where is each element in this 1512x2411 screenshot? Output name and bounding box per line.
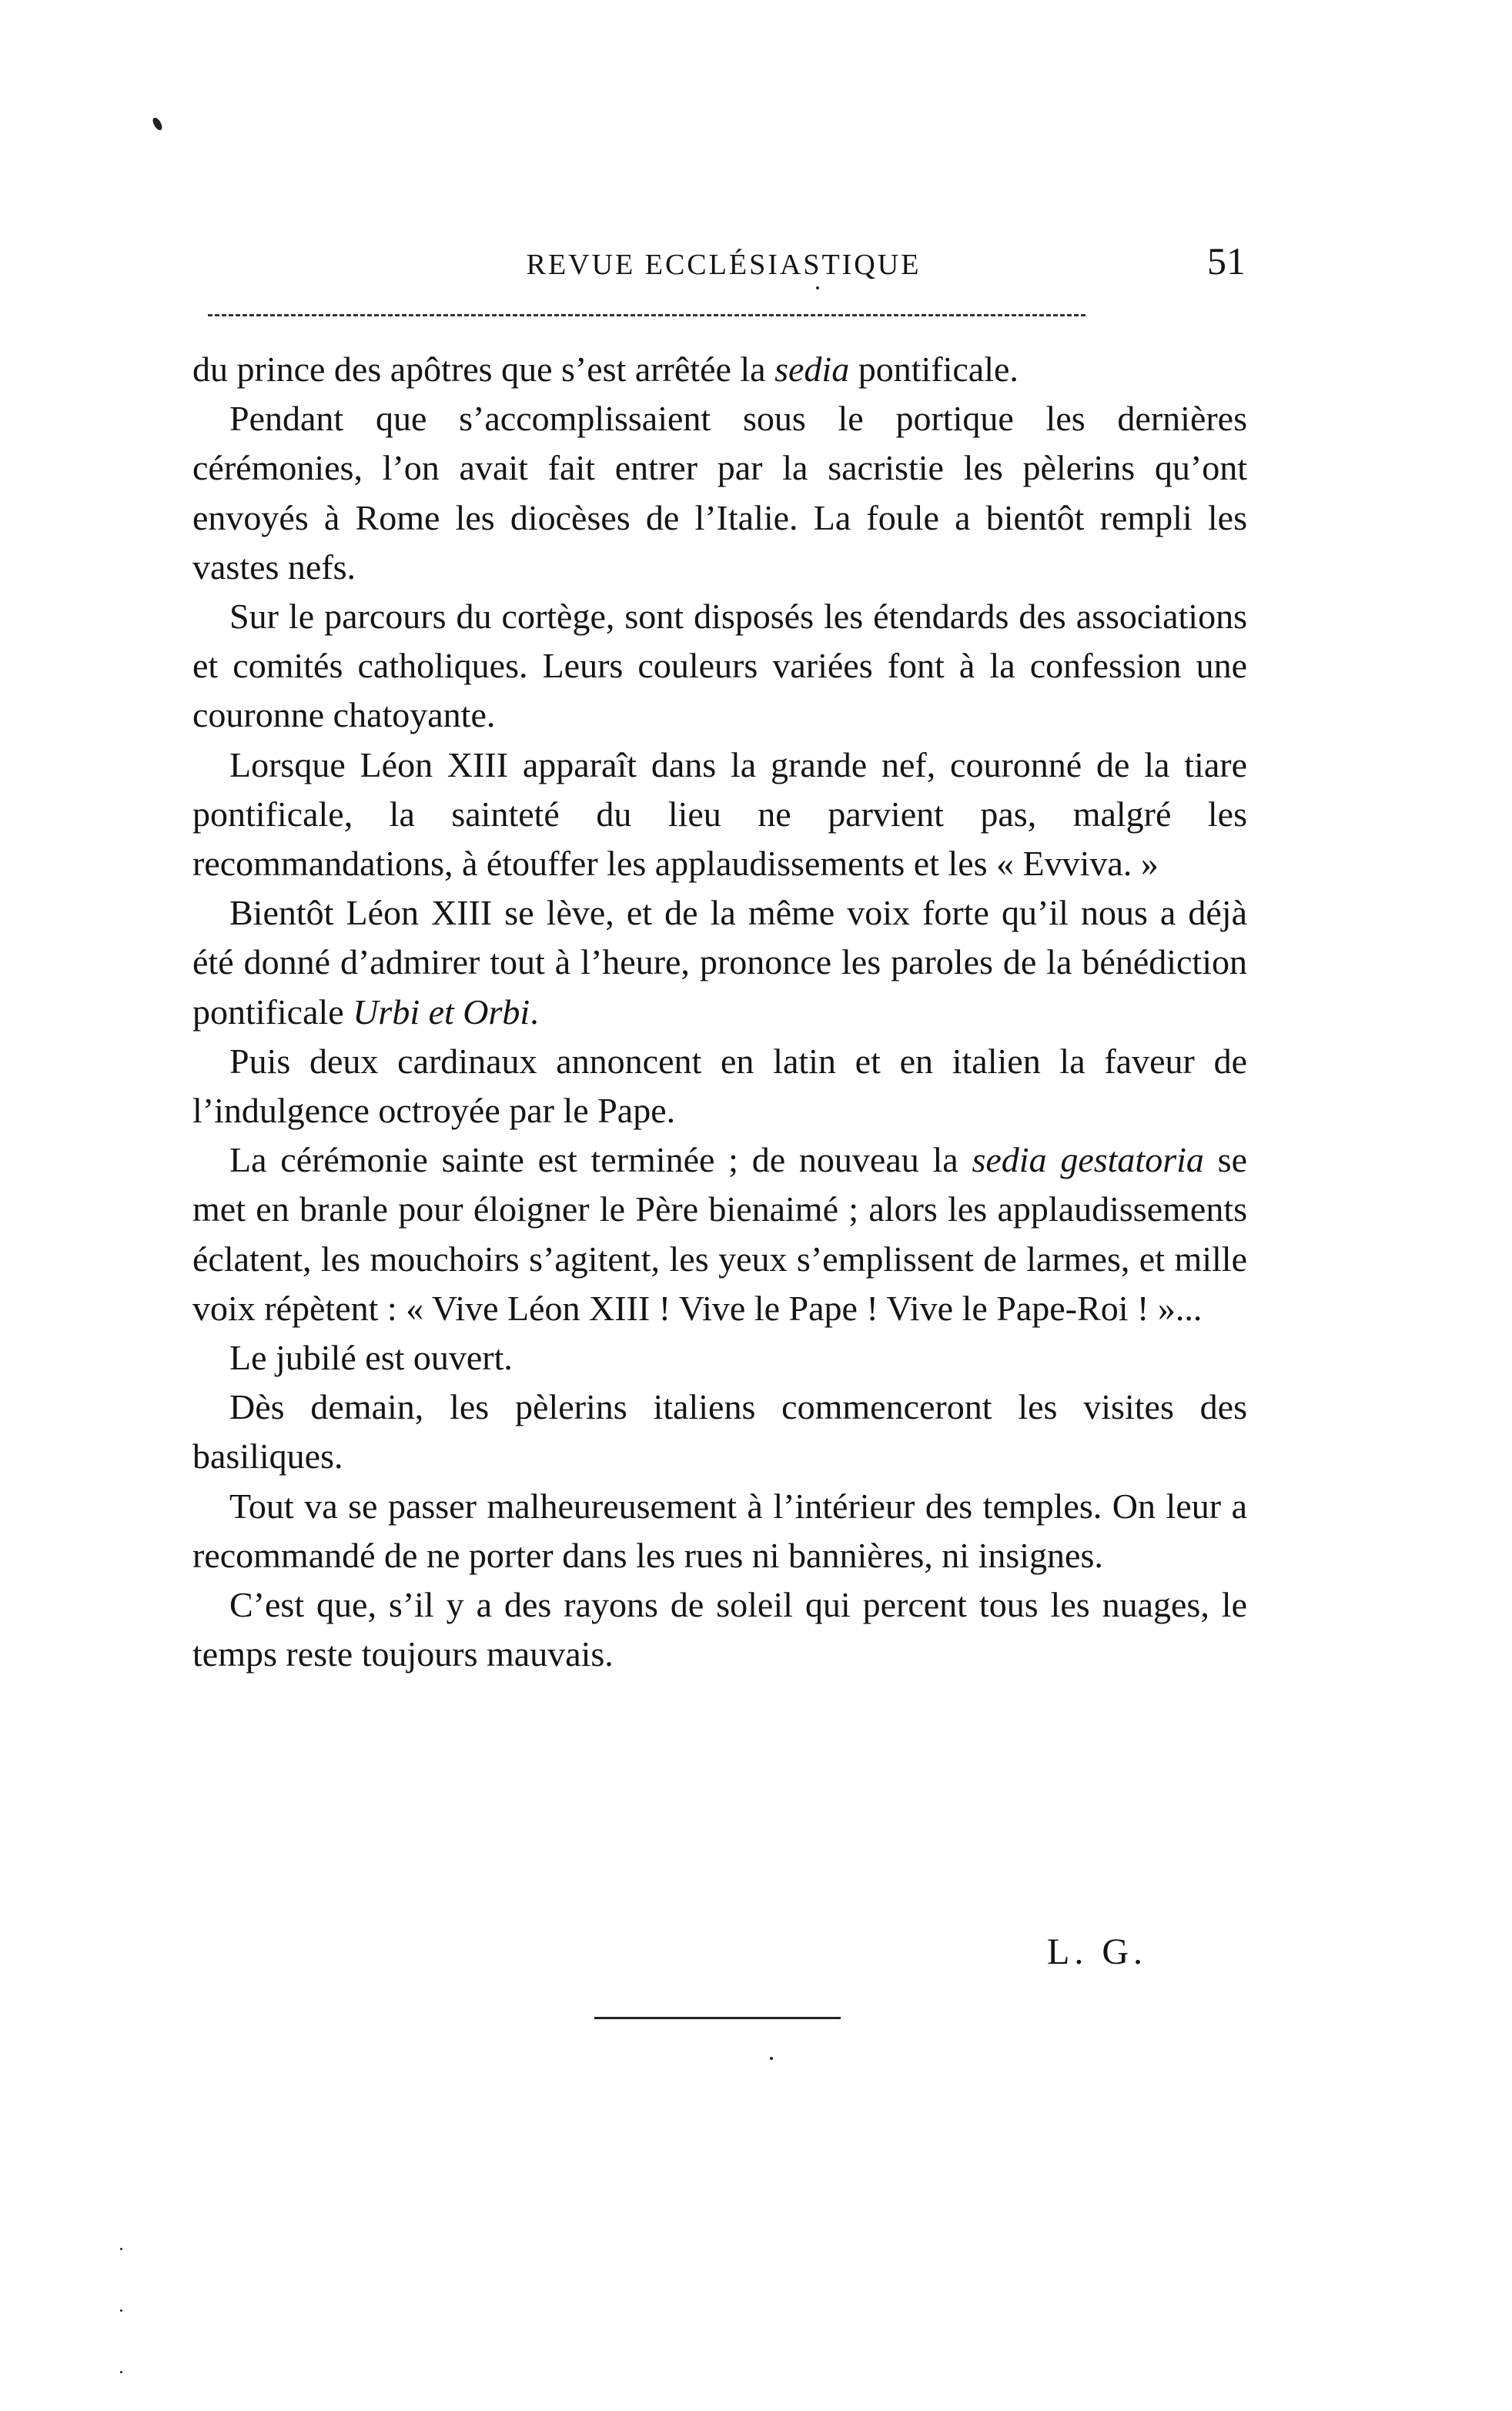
article-text	[192, 345, 1247, 1679]
scan-speck	[120, 2248, 122, 2250]
paragraph: Pendant que s’accomplissaient sous le portique les dernières cérémonies, l’on avait fait entrer par la sacristie les pèlerins qu’ont envoyés à Rome les diocèses de l’Italie. La foule a bientôt rempli les vastes nefs.	[192, 399, 1247, 587]
paragraph: Tout va se passer malheureusement à l’intérieur des temples. On leur a recommandé de ne porter dans les rues ni bannières, ni insignes.	[192, 1486, 1247, 1575]
scan-speck	[120, 2309, 122, 2312]
scan-speck	[151, 116, 164, 132]
paragraph: Bientôt Léon XIII se lève, et de la même voix forte qu’il nous a déjà été donné d’admirer tout à l’heure, prononce les paroles de la bénédiction pontificale Urbi et Orbi.	[192, 893, 1247, 1032]
paragraph: du prince des apôtres que s’est arrêtée la sedia pontificale.	[192, 349, 1019, 389]
paragraph: La cérémonie sainte est terminée ; de nouveau la sedia gestatoria se met en branle pour éloigner le Père bienaimé ; alors les applaudissements éclatent, les mouchoirs s’agitent, les yeux s’emplissent de larmes, et mille voix répètent : « Vive Léon XIII ! Vive le Pape ! Vive le Pape-Roi ! »...	[192, 1140, 1247, 1328]
running-title: REVUE ECCLÉSIASTIQUE	[526, 249, 922, 281]
paragraph: Sur le parcours du cortège, sont disposés les étendards des associations et comités catholiques. Leurs couleurs variées font à la confession une couronne chatoyante.	[192, 597, 1247, 735]
header-rule	[208, 314, 1085, 316]
paragraph: Dès demain, les pèlerins italiens commenceront les visites des basiliques.	[192, 1387, 1247, 1476]
scan-speck	[770, 2057, 773, 2060]
page-number: 51	[1207, 239, 1246, 283]
author-signature: L. G.	[1047, 1931, 1147, 1972]
scan-speck	[120, 2371, 122, 2373]
end-rule	[594, 2017, 841, 2019]
paragraph: C’est que, s’il y a des rayons de soleil qui percent tous les nuages, le temps reste toujours mauvais.	[192, 1585, 1247, 1674]
page-header	[200, 231, 1247, 293]
paragraph: Le jubilé est ouvert.	[229, 1338, 513, 1378]
paragraph: Lorsque Léon XIII apparaît dans la grande nef, couronné de la tiare pontificale, la sainteté du lieu ne parvient pas, malgré les recommandations, à étouffer les applaudissements et les « Evviva. »	[192, 744, 1247, 884]
paragraph: Puis deux cardinaux annoncent en latin et en italien la faveur de l’indulgence octroyée par le Pape.	[192, 1041, 1247, 1131]
